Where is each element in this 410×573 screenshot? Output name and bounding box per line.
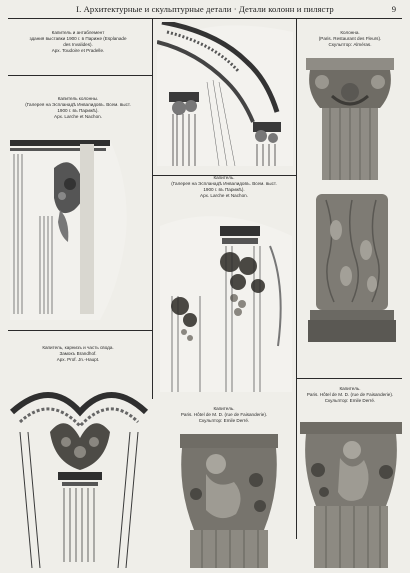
photo-capital-figure-left	[176, 430, 282, 568]
column-capital-illustration	[10, 124, 130, 320]
column-divider-right	[296, 19, 297, 539]
figure-caption: Капитель, карнизъ и часть свода. Замокъ Brandhof. Арх. Prof. Jn.-Haupt.	[42, 345, 114, 362]
column-divider-left	[152, 19, 153, 399]
page-title: I. Архитектурные и скульптурные детали · Детали колонн и пилястр	[76, 4, 334, 14]
photo-capital-figure-right	[300, 420, 402, 568]
engraving-capital-vault	[10, 372, 148, 568]
panel-divider	[8, 75, 152, 76]
figure-caption: Колонна. (Paris. Restaurant des Fleurs). Скульптор: Alméras.	[318, 30, 382, 47]
figure-caption: Капитель и антаблемент здания выставки 1900 г. в Париже (Esplanade des Invalides). Арх. Toudoire et Pradelle.	[29, 30, 127, 53]
header-rule	[8, 18, 402, 19]
page-number: 9	[391, 4, 396, 14]
page-header	[0, 0, 410, 18]
photo-capital-floral	[302, 52, 398, 180]
figure-caption: Капитель. (Галерея на Эспланадѣ Инвалидовъ. Всем. выст. 1900 г. въ Парижѣ). Арх. Larche et Nachon.	[171, 175, 277, 198]
figure-caption: Капитель. Paris. Hôtel de M. D. (rue de Faisanderie). Скульптор: Emile Derré.	[306, 386, 394, 403]
panel-divider	[296, 378, 402, 379]
engraving-capital-grapes	[160, 206, 292, 392]
figure-caption: Капитель. Paris. Hôtel de M. D. (rue de Faisanderie). Скульптор: Emile Derré.	[180, 406, 268, 423]
photo-column-shaft	[306, 190, 398, 342]
panel-divider	[8, 330, 152, 331]
figure-caption: Капитель колонны. (Галерея на Эспланадѣ Инвалидовъ. Всем. выст. 1900 г. въ Парижѣ). Арх. Larche et Nachon.	[25, 96, 131, 119]
engraving-entablature-illustration	[157, 22, 293, 166]
